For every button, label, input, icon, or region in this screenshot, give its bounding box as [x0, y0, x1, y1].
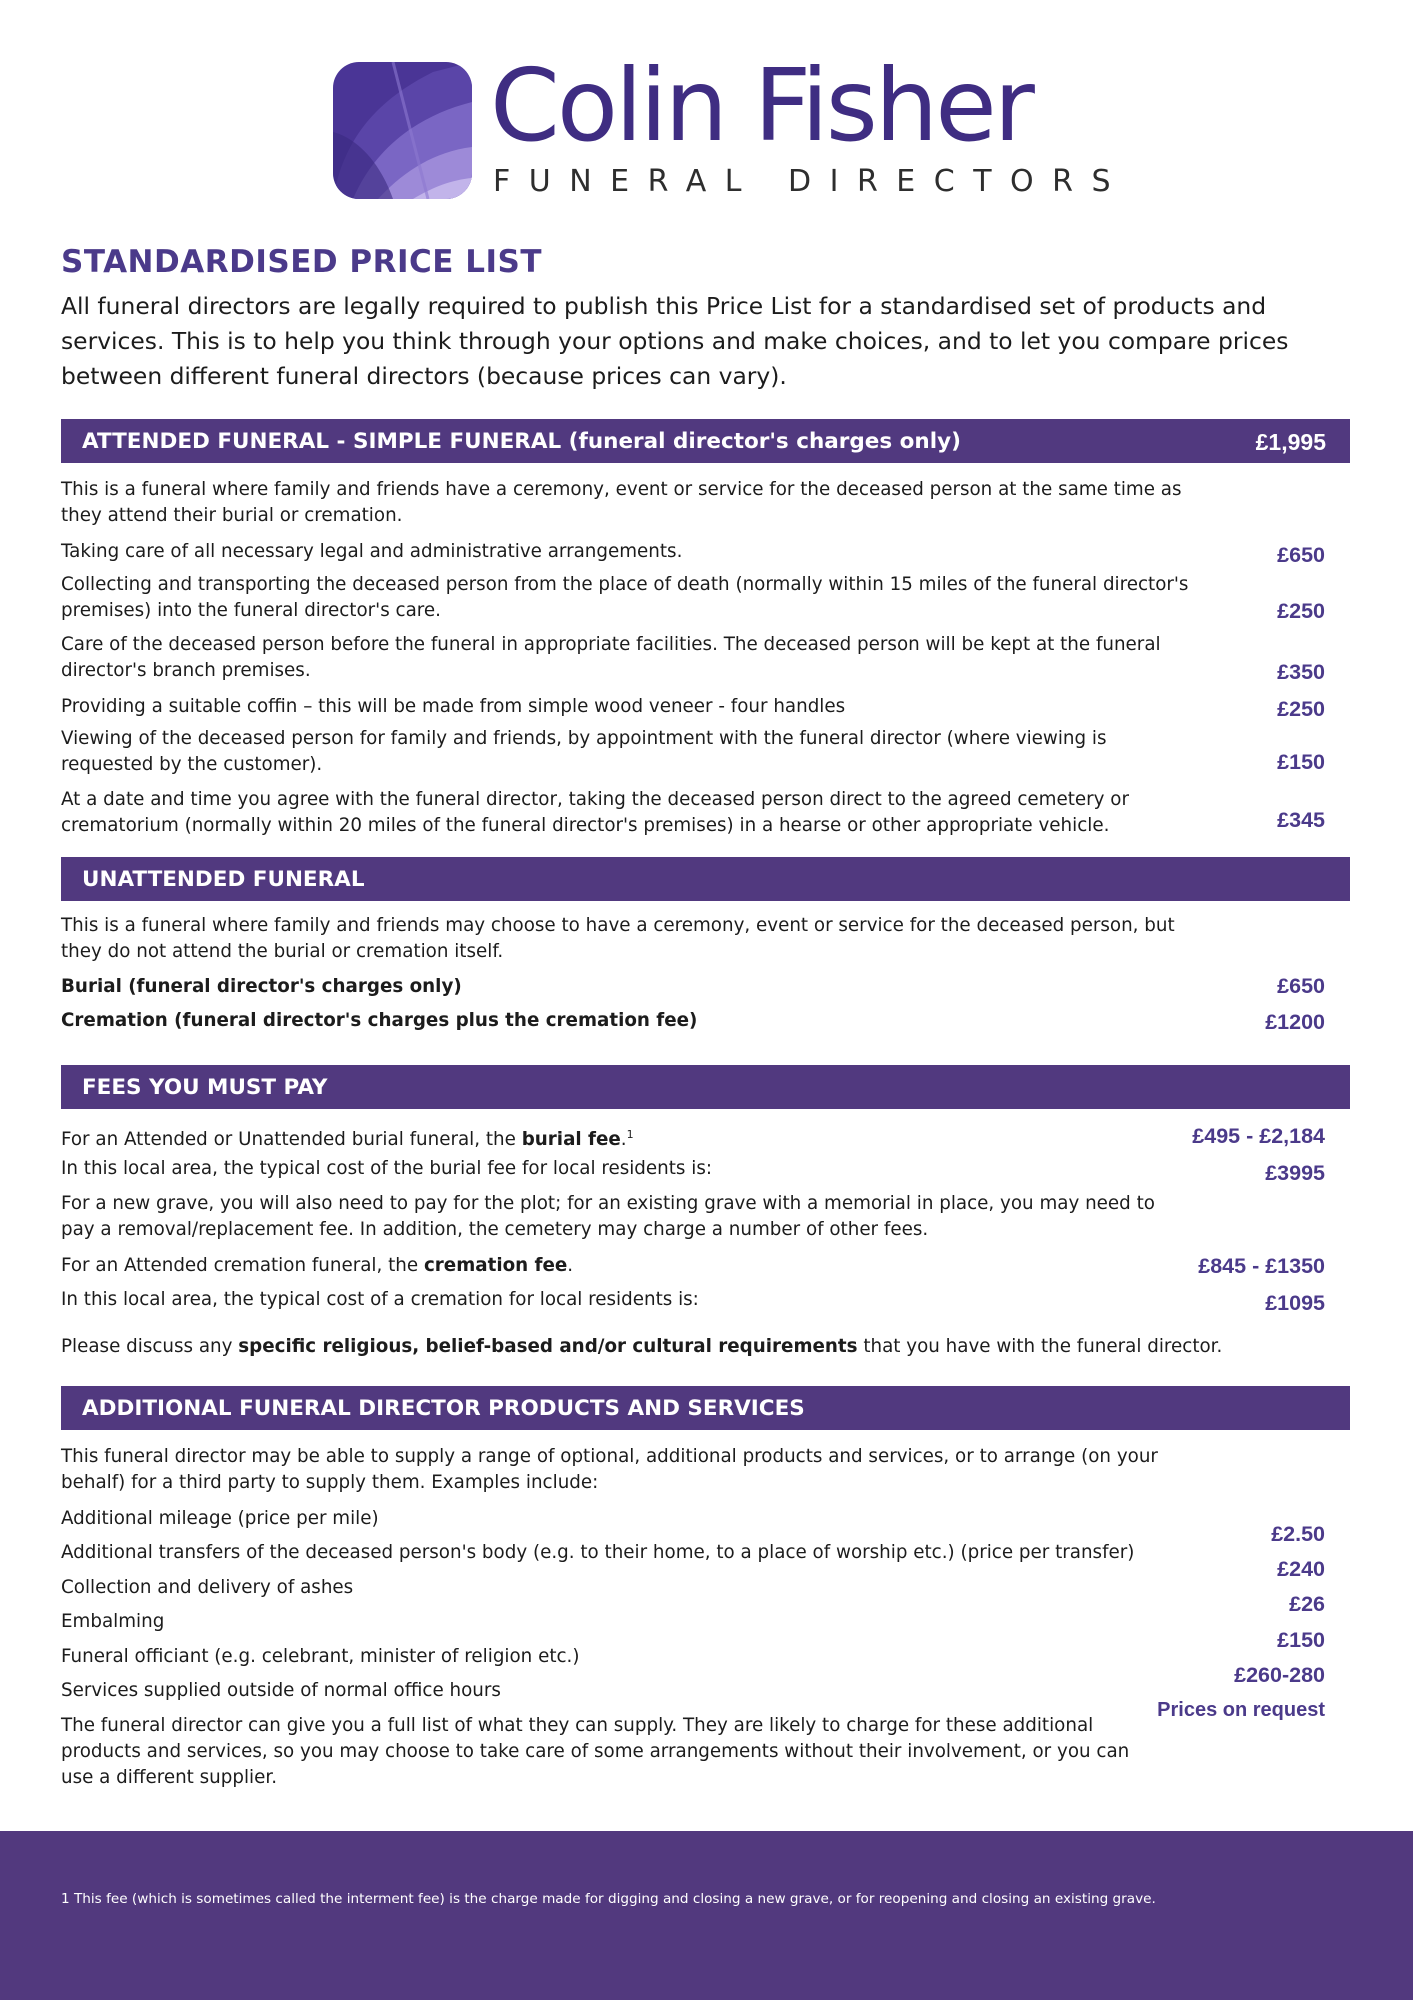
list-item: Services supplied outside of normal office hours: [61, 1680, 501, 1701]
section-header-additional: [61, 1386, 1350, 1430]
additional-closing: The funeral director can give you a full list of what they can supply. They are likely to charge for these additional products and services, so you may choose to take care of some arrangements without their involvement, or you can use a different supplier.: [61, 1715, 1130, 1788]
cremation-fee-price: £845 - £1350: [1198, 1254, 1325, 1278]
burial-fee-line: For an Attended or Unattended burial funeral, the burial fee.$^1$: [61, 1128, 634, 1151]
item-price: £26: [1289, 1592, 1325, 1616]
item-price: £650: [1277, 974, 1325, 998]
item-price: Prices on request: [1157, 1699, 1325, 1721]
cremation-local-line: In this local area, the typical cost of a cremation for local residents is:: [61, 1289, 699, 1310]
list-item: Additional transfers of the deceased person's body (e.g. to their home, to a place of worship etc.) (price per transfer): [61, 1542, 1135, 1563]
list-item: Taking care of all necessary legal and administrative arrangements.: [61, 541, 683, 562]
logo-subtitle: FUNERAL DIRECTORS: [493, 164, 1130, 199]
item-price: £345: [1277, 808, 1325, 832]
list-item: Collecting and transporting the deceased person from the place of death (normally within 15 miles of the funeral director's premises) into the funeral director's care.: [61, 574, 1189, 621]
logo-name: Colin Fisher: [490, 47, 1032, 164]
list-item: Providing a suitable coffin – this will be made from simple wood veneer - four handles: [61, 696, 846, 717]
list-item: Additional mileage (price per mile): [61, 1508, 379, 1529]
grave-note: For a new grave, you will also need to pay for the plot; for an existing grave with a memorial in place, you may need to pay a removal/replacement fee. In addition, the cemetery may charge a number of other fees.: [61, 1193, 1155, 1240]
item-price: £150: [1277, 750, 1325, 774]
section-title: UNATTENDED FUNERAL: [82, 867, 365, 892]
list-item: At a date and time you agree with the funeral director, taking the deceased person direct to the agreed cemetery or crematorium (normally within 20 miles of the funeral director's premises) in a hearse or other appropriate vehicle.: [61, 789, 1129, 836]
cremation-local-price: £1095: [1265, 1291, 1325, 1315]
section-title: ADDITIONAL FUNERAL DIRECTOR PRODUCTS AND SERVICES: [82, 1396, 805, 1421]
item-price: £250: [1277, 599, 1325, 623]
section-title: ATTENDED FUNERAL - SIMPLE FUNERAL (funeral director's charges only): [82, 429, 961, 454]
footer: [0, 1831, 1413, 2000]
section-header-unattended: [61, 857, 1350, 901]
item-price: £150: [1277, 1628, 1325, 1652]
list-item: Viewing of the deceased person for family and friends, by appointment with the funeral director (where viewing is requested by the customer).: [61, 728, 1107, 775]
section-title: FEES YOU MUST PAY: [82, 1075, 328, 1100]
section-price: £1,995: [1255, 429, 1326, 455]
burial-local-line: In this local area, the typical cost of the burial fee for local residents is:: [61, 1158, 713, 1179]
list-item: Embalming: [61, 1611, 165, 1632]
item-price: £650: [1277, 543, 1325, 567]
footnote: 1 This fee (which is sometimes called the interment fee) is the charge made for digging and closing a new grave, or for reopening and closing an existing grave.: [61, 1891, 1156, 1907]
additional-description: This funeral director may be able to supply a range of optional, additional products and services, or to arrange (on your behalf) for a third party to supply them. Examples include:: [61, 1446, 1158, 1493]
burial-local-price: £3995: [1265, 1161, 1325, 1185]
item-price: £260-280: [1234, 1663, 1325, 1687]
item-price: £1200: [1265, 1010, 1325, 1034]
list-item: Burial (funeral director's charges only): [61, 976, 462, 997]
list-item: Collection and delivery of ashes: [61, 1577, 354, 1598]
burial-fee-price: £495 - £2,184: [1192, 1124, 1325, 1148]
item-price: £240: [1277, 1557, 1325, 1581]
section-header-attended: [61, 419, 1350, 463]
cremation-fee-line: For an Attended cremation funeral, the cremation fee.: [61, 1255, 574, 1276]
list-item: Cremation (funeral director's charges plus the cremation fee): [61, 1010, 698, 1031]
unattended-description: This is a funeral where family and friends may choose to have a ceremony, event or service for the deceased person, but they do not attend the burial or cremation itself.: [61, 915, 1175, 962]
list-item: Care of the deceased person before the funeral in appropriate facilities. The deceased person will be kept at the funeral director's branch premises.: [61, 634, 1161, 681]
lotus-logo-icon: [333, 62, 472, 199]
discuss-requirements-line: Please discuss any specific religious, belief-based and/or cultural requirements that you have with the funeral director.: [61, 1336, 1223, 1357]
item-price: £2.50: [1271, 1522, 1325, 1546]
list-item: Funeral officiant (e.g. celebrant, minister of religion etc.): [61, 1646, 580, 1667]
intro-paragraph: All funeral directors are legally required to publish this Price List for a standardised set of products and services. This is to help you think through your options and make choices, and to let you compare prices between different funeral directors (because prices can vary).: [61, 292, 1289, 390]
company-logo: [333, 47, 1130, 202]
attended-description: This is a funeral where family and friends have a ceremony, event or service for the deceased person at the same time as they attend their burial or cremation.: [61, 479, 1182, 526]
section-header-fees: [61, 1065, 1350, 1109]
page-title: STANDARDISED PRICE LIST: [61, 244, 542, 280]
item-price: £350: [1277, 660, 1325, 684]
item-price: £250: [1277, 697, 1325, 721]
